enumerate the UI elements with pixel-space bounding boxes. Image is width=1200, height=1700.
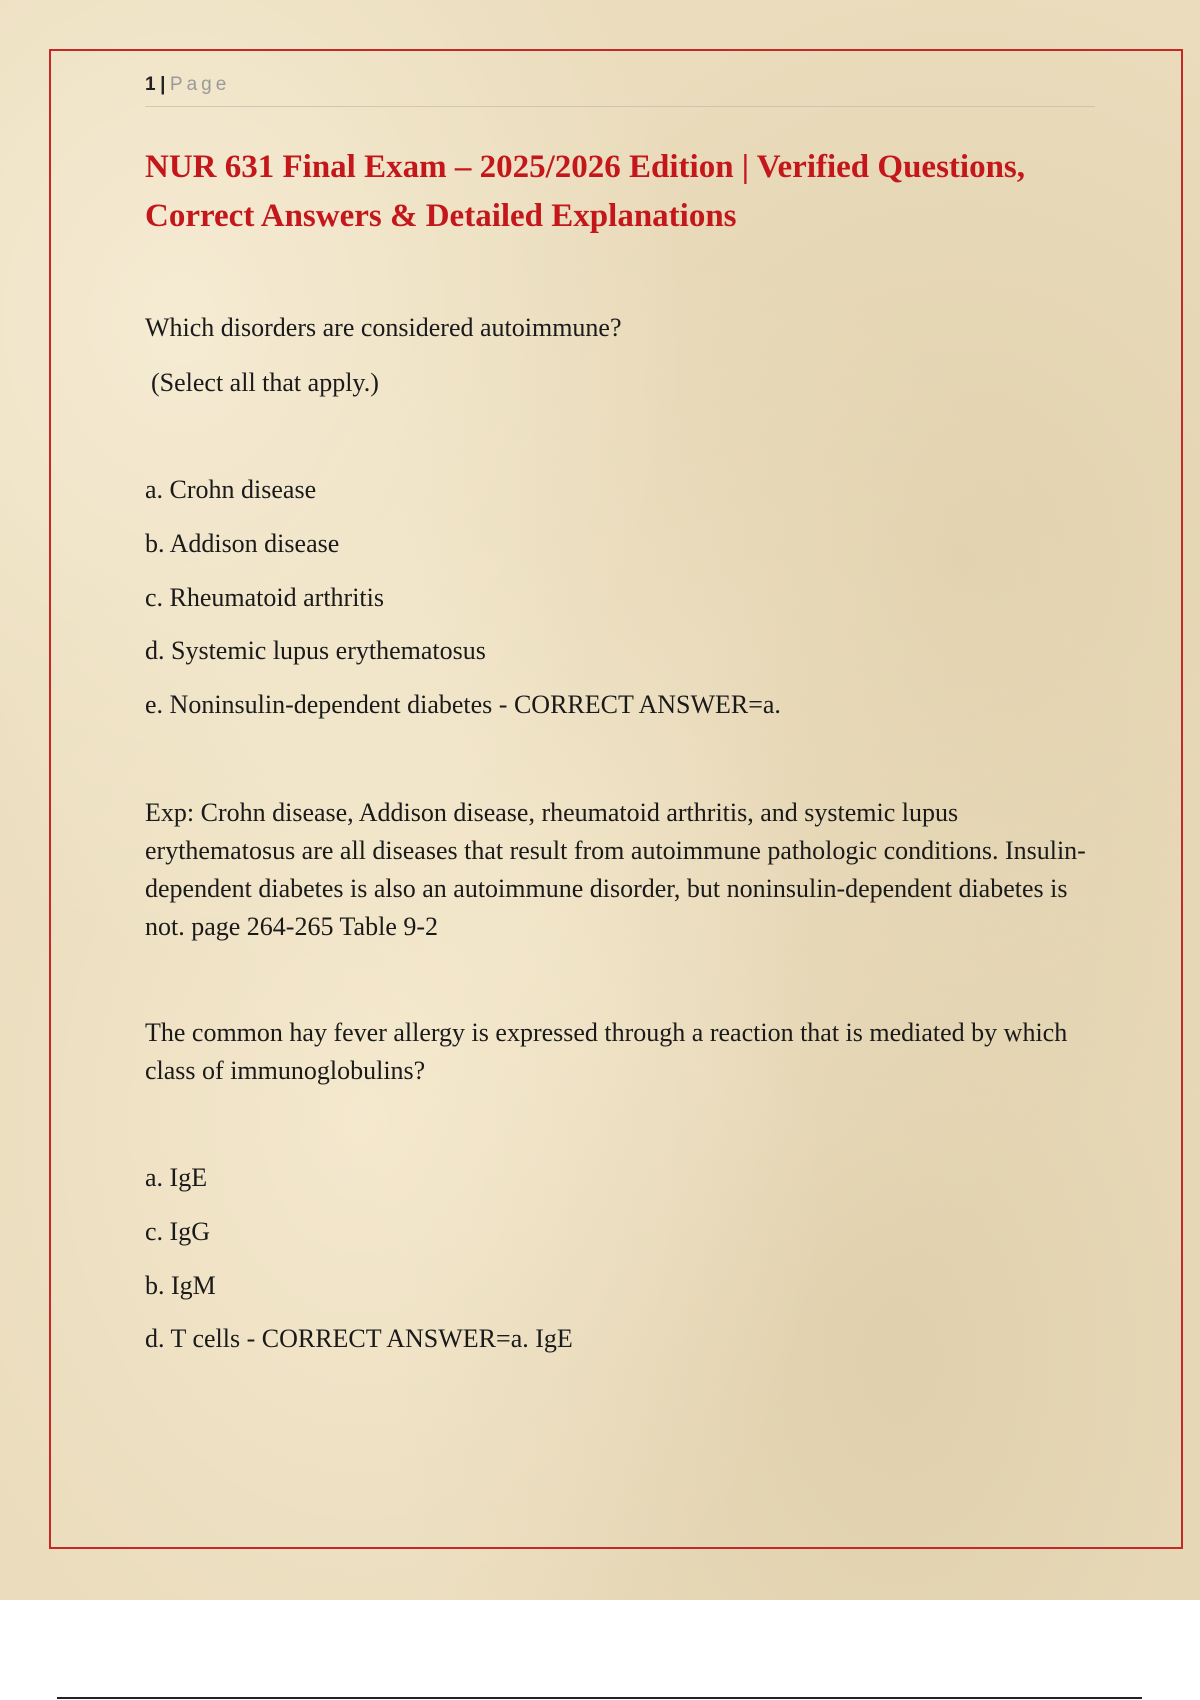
question-2-option-c: c. IgG [145,1217,210,1246]
page-number-header [145,74,230,96]
question-2-prompt: The common hay fever allergy is expressed through a reaction that is mediated by which class of immunoglobulins? [145,1018,1068,1085]
question-2-option-d-answer: d. T cells - CORRECT ANSWER=a. IgE [145,1324,573,1353]
question-1-option-e-answer: e. Noninsulin-dependent diabetes - CORRECT ANSWER=a. [145,690,781,719]
question-1-prompt: Which disorders are considered autoimmune? [145,313,622,342]
question-1-option-d: d. Systemic lupus erythematosus [145,636,486,665]
page-number-separator: | [160,74,166,95]
question-1-option-c: c. Rheumatoid arthritis [145,583,385,612]
page-label: Page [169,74,231,95]
header-divider [145,106,1095,107]
page-number: 1 [145,74,157,95]
question-1-instruction: (Select all that apply.) [151,368,379,397]
question-1-option-b: b. Addison disease [145,529,340,558]
question-1-explanation: Exp: Crohn disease, Addison disease, rheumatoid arthritis, and systemic lupus erythematosus are all diseases that result from autoimmune pathologic conditions. Insulin-dependent diabetes is also an autoimmune disorder, but noninsulin-dependent diabetes is not. page 264-265 Table 9-2 [145,798,1086,941]
question-1-option-a: a. Crohn disease [145,475,317,504]
document-title: NUR 631 Final Exam – 2025/2026 Edition | Verified Questions, Correct Answers & Detailed Explanations [145,149,1026,234]
question-2-option-b: b. IgM [145,1271,216,1300]
footer-divider [57,1697,1142,1699]
question-2-option-a: a. IgE [145,1163,208,1192]
